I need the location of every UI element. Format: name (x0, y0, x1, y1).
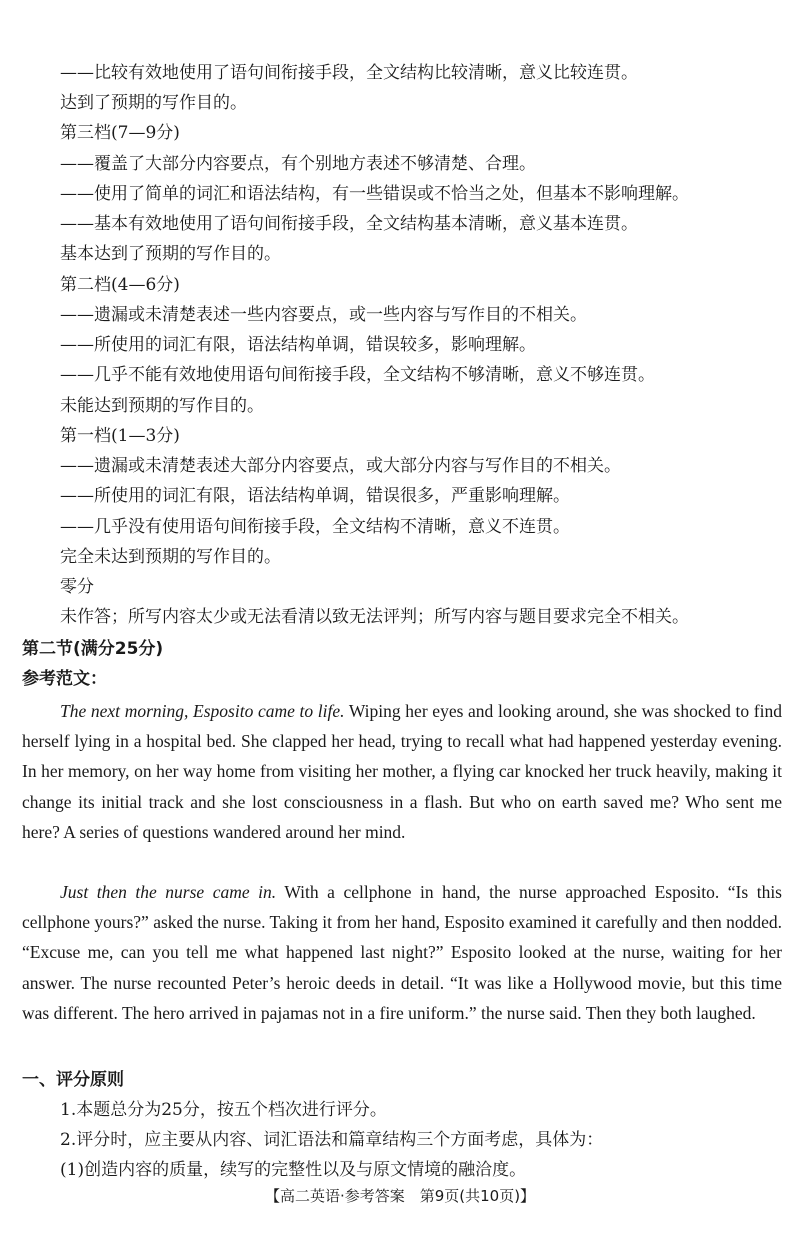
rubric-line: 未作答；所写内容太少或无法看清以致无法评判；所写内容与题目要求完全不相关。 (60, 607, 689, 627)
rubric-line: ——几乎没有使用语句间衔接手段，全文结构不清晰，意义不连贯。 (60, 517, 570, 537)
principle-item: 2.评分时，应主要从内容、词汇语法和篇章结构三个方面考虑，具体为： (60, 1130, 604, 1150)
rubric-line: ——使用了简单的词汇和语法结构，有一些错误或不恰当之处，但基本不影响理解。 (60, 184, 689, 204)
para1-lead: The next morning, Esposito came to life. (60, 701, 345, 721)
rubric-line: ——遗漏或未清楚表述一些内容要点，或一些内容与写作目的不相关。 (60, 305, 587, 325)
principle-item: (1)创造内容的质量，续写的完整性以及与原文情境的融洽度。 (60, 1160, 527, 1180)
rubric-line: ——几乎不能有效地使用语句间衔接手段，全文结构不够清晰，意义不够连贯。 (60, 365, 655, 385)
essay-paragraph-2 (22, 877, 782, 1028)
reference-label: 参考范文： (22, 669, 107, 689)
principle-item: 1.本题总分为25分，按五个档次进行评分。 (60, 1100, 387, 1120)
rubric-line: ——遗漏或未清楚表述大部分内容要点，或大部分内容与写作目的不相关。 (60, 456, 621, 476)
rubric-line: ——所使用的词汇有限，语法结构单调，错误很多，严重影响理解。 (60, 486, 570, 506)
principles-heading: 一、评分原则 (22, 1070, 124, 1090)
rubric-line: 基本达到了预期的写作目的。 (60, 244, 281, 264)
para2-lead: Just then the nurse came in. (60, 882, 277, 902)
para2-body: With a cellphone in hand, the nurse approached Esposito. “Is this cellphone yours?” asked the nurse. Taking it from her hand, Esposito examined it carefully and then nodded. “Excuse me, can you tell me what happened last night?” Esposito looked at the nurse, waiting for her answer. The nurse recounted Peter’s heroic deeds in detail. “It was like a Hollywood movie, but this time was different. The hero arrived in pajamas not in a fire uniform.” the nurse said. Then they both laughed. (22, 882, 782, 1023)
rubric-line: ——所使用的词汇有限，语法结构单调，错误较多，影响理解。 (60, 335, 536, 355)
tier-heading-3: 第三档(7—9分) (60, 123, 180, 143)
para1-body: Wiping her eyes and looking around, she was shocked to find herself lying in a hospital bed. She clapped her head, trying to recall what had happened yesterday evening. In her memory, on her way home from visiting her mother, a flying car knocked her truck heavily, making it change its initial track and she lost consciousness in a flash. But who on earth saved me? Who sent me here? A series of questions wandered around her mind. (22, 701, 782, 842)
rubric-line: ——比较有效地使用了语句间衔接手段，全文结构比较清晰，意义比较连贯。 (60, 63, 638, 83)
rubric-line: 达到了预期的写作目的。 (60, 93, 247, 113)
rubric-line: 未能达到预期的写作目的。 (60, 396, 264, 416)
rubric-line: ——覆盖了大部分内容要点，有个别地方表述不够清楚、合理。 (60, 154, 536, 174)
section2-heading: 第二节(满分25分) (22, 639, 164, 659)
tier-heading-1: 第一档(1—3分) (60, 426, 180, 446)
rubric-line: ——基本有效地使用了语句间衔接手段，全文结构基本清晰，意义基本连贯。 (60, 214, 638, 234)
page-footer: 【高二英语·参考答案 第9页(共10页)】 (264, 1187, 536, 1205)
tier-heading-2: 第二档(4—6分) (60, 275, 180, 295)
tier-heading-0: 零分 (60, 577, 94, 597)
essay-paragraph-1 (22, 696, 782, 847)
rubric-line: 完全未达到预期的写作目的。 (60, 547, 281, 567)
